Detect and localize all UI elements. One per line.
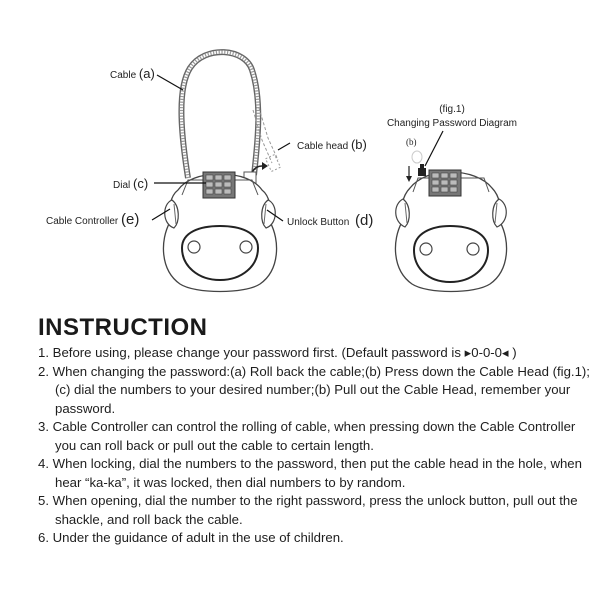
label-cable-controller-text: Cable Controller	[46, 216, 119, 227]
label-dial-text: Dial	[113, 180, 131, 191]
label-cable-head	[297, 137, 367, 152]
instruction-step-3: 3. Cable Controller can control the rolling of cable, when pressing down the Cable Controller you can roll back or pull out the cable to certain length.	[38, 419, 576, 453]
label-unlock-button-tag: (d)	[355, 212, 374, 229]
fig1-title: Changing Password Diagram	[386, 118, 518, 129]
label-cable-controller	[46, 211, 139, 228]
label-unlock-button-text: Unlock Button	[287, 217, 350, 228]
instruction-step-6: 6. Under the guidance of adult in the use of children.	[38, 530, 344, 545]
label-cable-controller-tag: (e)	[121, 211, 140, 228]
instruction-step-1: 1. Before using, please change your password first. (Default password is ▸0-0-0◂ )	[38, 345, 517, 360]
label-dial	[113, 176, 148, 191]
label-cable-tag: (a)	[138, 66, 155, 81]
main-lock	[152, 52, 290, 291]
fig1-lock	[395, 131, 506, 292]
instruction-list	[38, 344, 598, 548]
instruction-step-5: 5. When opening, dial the number to the right password, press the unlock button, pull out the shackle, and roll back the cable.	[38, 493, 578, 527]
instruction-title: INSTRUCTION	[38, 314, 208, 341]
label-cable-head-text: Cable head	[297, 141, 349, 152]
label-unlock-button	[287, 212, 373, 229]
label-cable-head-tag: (b)	[350, 137, 367, 152]
label-cable	[110, 66, 155, 81]
instruction-step-4: 4. When locking, dial the numbers to the password, then put the cable head in the hole, when hear “ka-ka”, it was locked, then dial numbers to by random.	[38, 456, 582, 490]
label-cable-text: Cable	[110, 70, 137, 81]
fig1-tag: (b)	[406, 137, 417, 147]
fig1-number: (fig.1)	[439, 104, 465, 115]
instruction-step-2: 2. When changing the password:(a) Roll back the cable;(b) Press down the Cable Head (fig.1); (c) dial the numbers to your desired number;(b) Pull out the Cable Head, remember your password.	[38, 363, 590, 416]
label-dial-tag: (c)	[133, 176, 149, 191]
